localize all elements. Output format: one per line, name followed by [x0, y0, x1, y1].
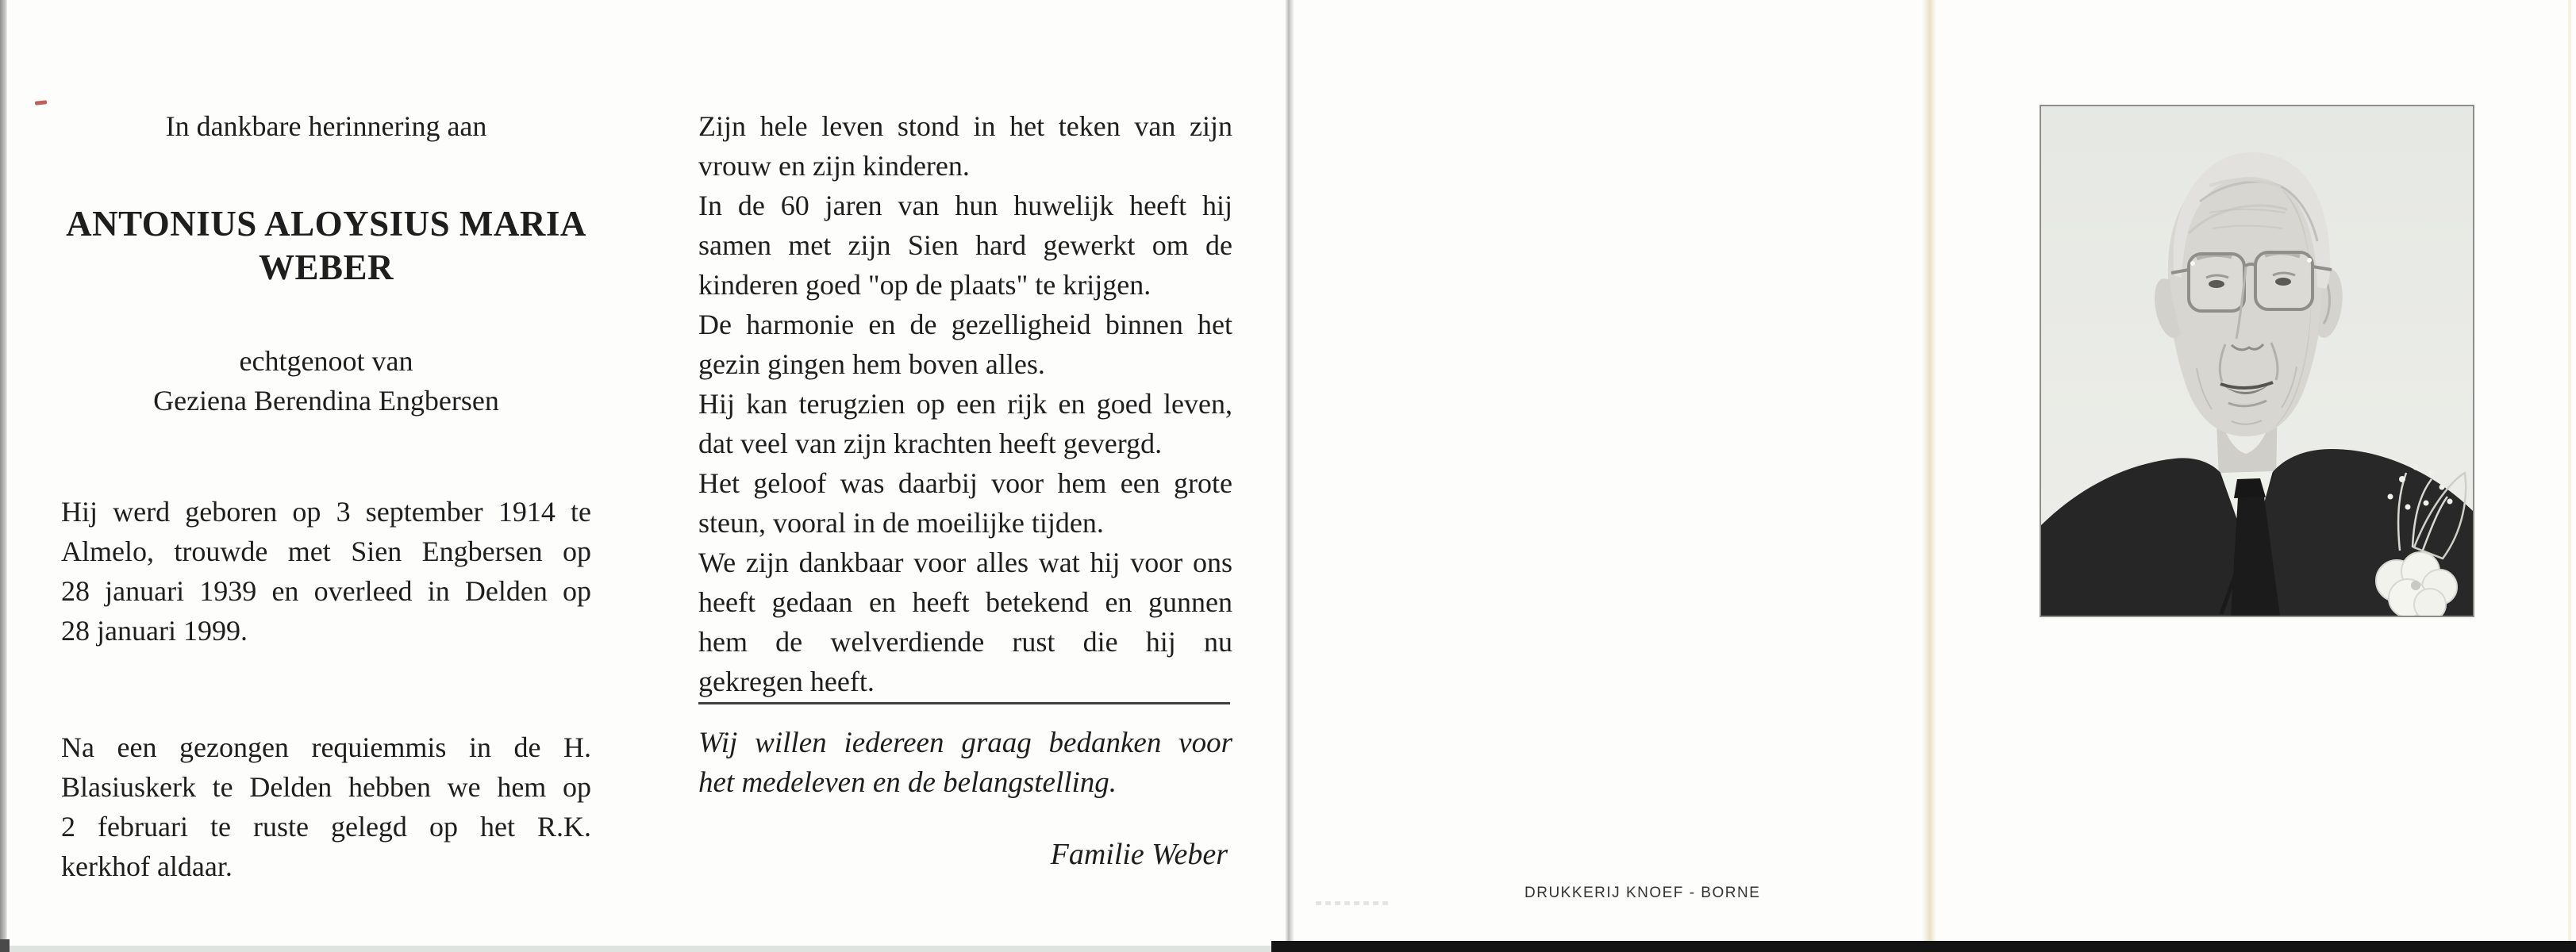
text-line: Hij werd geboren op 3 september 1914 te: [61, 496, 591, 528]
spouse-label: echtgenoot van: [239, 345, 413, 377]
divider-rule: [698, 702, 1230, 704]
text-line: 28 januari 1999.: [61, 615, 248, 647]
text-line: Almelo, trouwde met Sien Engbersen op: [61, 536, 591, 567]
birth-death-paragraph: [61, 492, 591, 651]
deceased-name-line2: WEBER: [258, 248, 394, 287]
text-line: gezin gingen hem boven alles.: [698, 348, 1045, 380]
scan-corner-notch: [0, 939, 10, 952]
text-line: kerkhof aldaar.: [61, 850, 233, 882]
text-line: De harmonie en de gezelligheid binnen het: [698, 309, 1232, 340]
portrait-photo: [2040, 105, 2474, 617]
text-line: vrouw en zijn kinderen.: [698, 150, 970, 182]
left-text-column: [61, 0, 591, 952]
memorial-intro: In dankbare herinnering aan: [165, 110, 487, 142]
text-line: Blasiuskerk te Delden hebben we hem op: [61, 771, 591, 803]
spouse-name: Geziena Berendina Engbersen: [153, 385, 499, 416]
scan-left-edge-shadow: [0, 0, 7, 952]
text-line: hem de welverdiende rust die hij nu: [698, 626, 1232, 658]
text-line: steun, vooral in de moeilijke tijden.: [698, 507, 1104, 539]
text-line: 2 februari te ruste gelegd op het R.K.: [61, 811, 591, 843]
text-line: Het geloof was daarbij voor hem een grote: [698, 467, 1232, 499]
text-line: het medeleven en de belangstelling.: [698, 766, 1117, 799]
scan-bottom-edge-right: [1271, 941, 2576, 952]
text-line: We zijn dankbaar voor alles wat hij voor ons: [698, 547, 1232, 578]
funeral-paragraph: [61, 727, 591, 886]
text-line: Hij kan terugzien op een rijk en goed leven,: [698, 388, 1232, 420]
red-scan-mark: [35, 100, 47, 106]
text-line: Na een gezongen requiemmis in de H.: [61, 731, 591, 763]
text-line: heeft gedaan en heeft betekend en gunnen: [698, 586, 1232, 618]
thanks-paragraph: [698, 724, 1232, 803]
portrait-photo-svg: [2041, 106, 2473, 616]
page-fold-line: [1285, 0, 1294, 952]
card-crease-line: [1922, 0, 1936, 952]
text-line: In de 60 jaren van hun huwelijk heeft hij: [698, 190, 1232, 221]
text-line: 28 januari 1939 en overleed in Delden op: [61, 575, 591, 607]
deceased-name-line1: ANTONIUS ALOYSIUS MARIA: [66, 204, 586, 244]
text-line: samen met zijn Sien hard gewerkt om de: [698, 229, 1232, 261]
text-line: dat veel van zijn krachten heeft gevergd.: [698, 428, 1163, 459]
printer-credit: DRUKKERIJ KNOEF - BORNE: [1524, 885, 1761, 901]
scan-bottom-edge-left: [0, 946, 1290, 952]
text-line: gekregen heeft.: [698, 666, 875, 697]
scan-right-edge-mark: [2568, 0, 2571, 952]
text-line: Wij willen iedereen graag bedanken voor: [698, 727, 1232, 759]
pencil-mark: [1316, 901, 1391, 905]
middle-text-column: [698, 0, 1232, 952]
text-line: kinderen goed "op de plaats" te krijgen.: [698, 269, 1152, 301]
life-story-paragraphs: [698, 106, 1232, 701]
deceased-name: [61, 202, 591, 290]
family-signature: Familie Weber: [1050, 838, 1228, 871]
text-line: Zijn hele leven stond in het teken van zijn: [698, 110, 1232, 142]
